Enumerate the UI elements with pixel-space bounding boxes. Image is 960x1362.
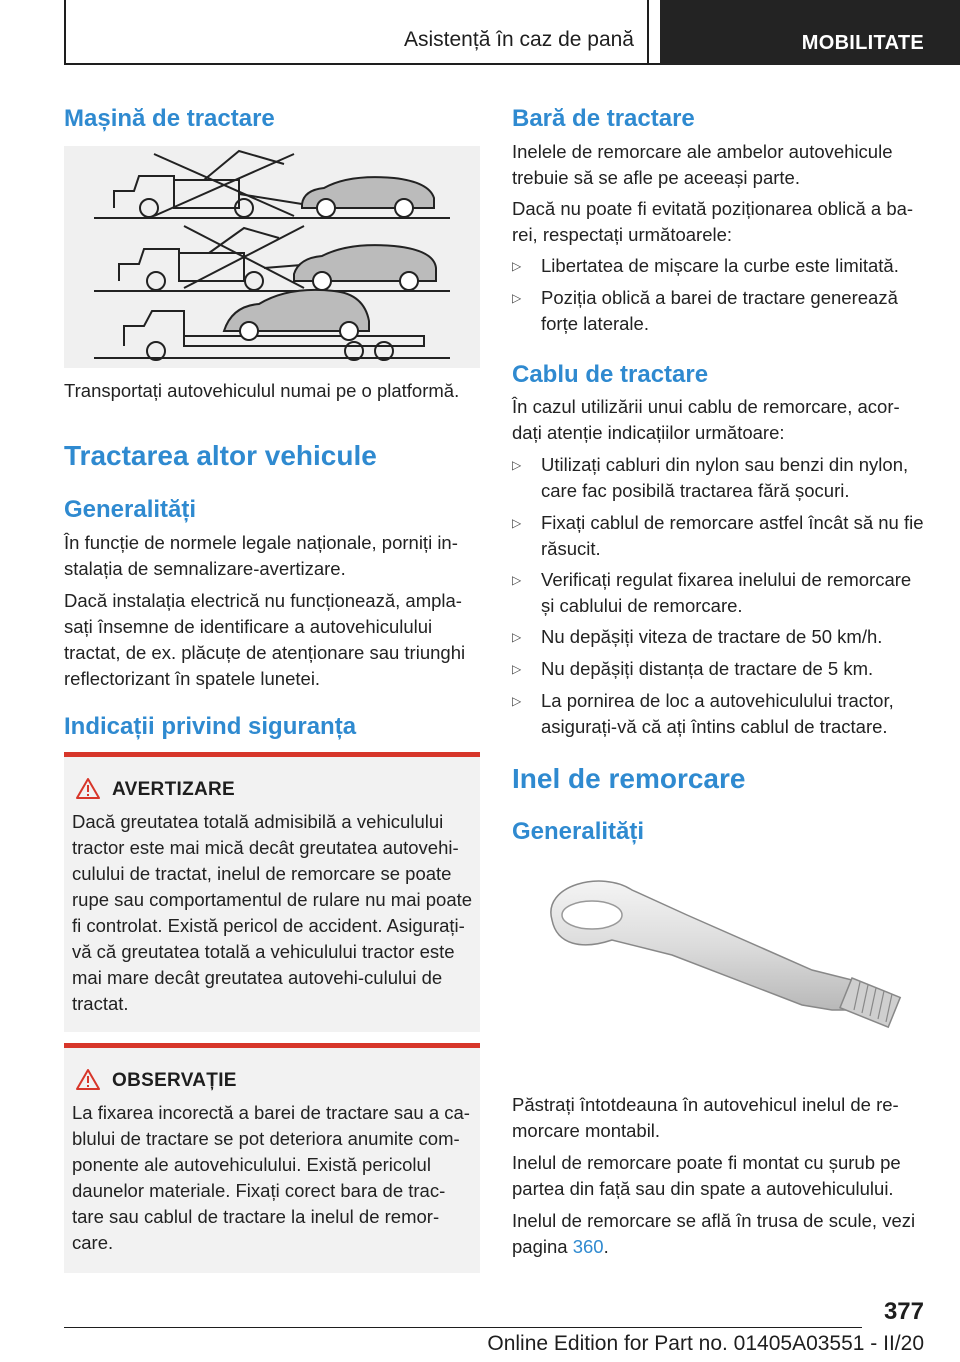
tow-eye-paragraph-2: Inelul de remorcare poate fi montat cu șurub pe partea din față sau din spate a autovehiculului.	[512, 1152, 901, 1199]
notice-box	[64, 1043, 480, 1273]
tow-eye-paragraph-3: Inelul de remorcare se află în trusa de scule, vezi pagina 360.	[512, 1210, 916, 1257]
bullet-triangle-icon: ▷	[512, 516, 522, 530]
page-number: 377	[883, 1298, 924, 1325]
footer-rule	[64, 1327, 862, 1328]
towing-heading: Tractarea altor vehicule	[64, 440, 377, 471]
tow-truck-heading: Mașină de tractare	[64, 105, 275, 132]
warning-triangle-icon	[76, 777, 100, 799]
warning-label: AVERTIZARE	[112, 779, 235, 800]
section-title: Asistență în caz de pană	[404, 28, 634, 51]
tow-truck-figure	[64, 146, 480, 368]
warning-triangle-icon	[76, 1068, 100, 1090]
bullet-triangle-icon: ▷	[512, 573, 522, 587]
page-reference-link[interactable]: 360	[572, 1236, 604, 1257]
bullet-triangle-icon: ▷	[512, 694, 522, 708]
edition-note: Online Edition for Part no. 01405A03551 - II/20	[487, 1332, 924, 1355]
bullet-triangle-icon: ▷	[512, 291, 522, 305]
tow-eye-paragraph-1: Păstrați întotdeauna în autovehicul inelul de re-morcare montabil.	[512, 1094, 899, 1141]
notice-text: La fixarea incorectă a barei de tractare sau a ca-blului de tractare se pot deteriora anumite com-ponente ale autovehiculului. Există pericolul daunelor materiale. Fixați corect bara de trac-tare sau cablul de tractare la inelul de remor-care.	[72, 1102, 470, 1253]
tow-bar-paragraph-1: Inelele de remorcare ale ambelor autovehicule trebuie să se afle pe aceeași parte.	[512, 141, 893, 188]
tow-bar-heading: Bară de tractare	[512, 105, 695, 132]
tow-truck-caption: Transportați autovehiculul numai pe o platformă.	[64, 380, 460, 401]
chapter-label: MOBILITATE	[801, 32, 924, 54]
warning-box	[64, 752, 480, 1032]
safety-heading: Indicații privind siguranța	[64, 713, 357, 740]
general-paragraph-2: Dacă instalația electrică nu funcționează, ampla-sați însemne de identificare a autovehiculului tractat, de ex. plăcuțe de atenționare sau triunghi reflectorizant în spatele lunetei.	[64, 590, 466, 689]
tow-eye-figure	[512, 860, 924, 1070]
bullet-triangle-icon: ▷	[512, 259, 522, 273]
notice-label: OBSERVAȚIE	[112, 1070, 237, 1091]
header-divider-left	[64, 0, 66, 64]
tow-cable-heading: Cablu de tractare	[512, 361, 709, 388]
tow-eye-heading: Inel de remorcare	[512, 763, 746, 794]
tow-eye-general-heading: Generalități	[512, 818, 645, 845]
tow-bar-paragraph-2: Dacă nu poate fi evitată poziționarea oblică a ba-rei, respectați următoarele:	[512, 198, 914, 245]
general-paragraph-1: În funcție de normele legale naționale, porniți in-stalația de semnalizare-avertizare.	[64, 532, 458, 579]
warning-text: Dacă greutatea totală admisibilă a vehiculului tractor este mai mică decât greutatea autovehi-culului de tractat, inelul de remorcare se poate rupe sau comportamentul de rulare nu mai poate fi controlat. Există pericol de accident. Asigurați-vă că greutatea totală a vehiculului tractor este mai mare decât greutatea autovehi-culului de tractat.	[72, 811, 473, 1014]
general-heading: Generalități	[64, 496, 197, 523]
tow-cable-paragraph: În cazul utilizării unui cablu de remorcare, acor-dați atenție indicațiilor următoare:	[512, 396, 900, 443]
bullet-triangle-icon: ▷	[512, 662, 522, 676]
tow-eye-illustration	[512, 860, 924, 1070]
tow-truck-illustration	[64, 146, 480, 368]
bullet-triangle-icon: ▷	[512, 458, 522, 472]
chapter-tab[interactable]	[660, 0, 960, 65]
bullet-triangle-icon: ▷	[512, 630, 522, 644]
header-divider-right	[647, 0, 649, 64]
